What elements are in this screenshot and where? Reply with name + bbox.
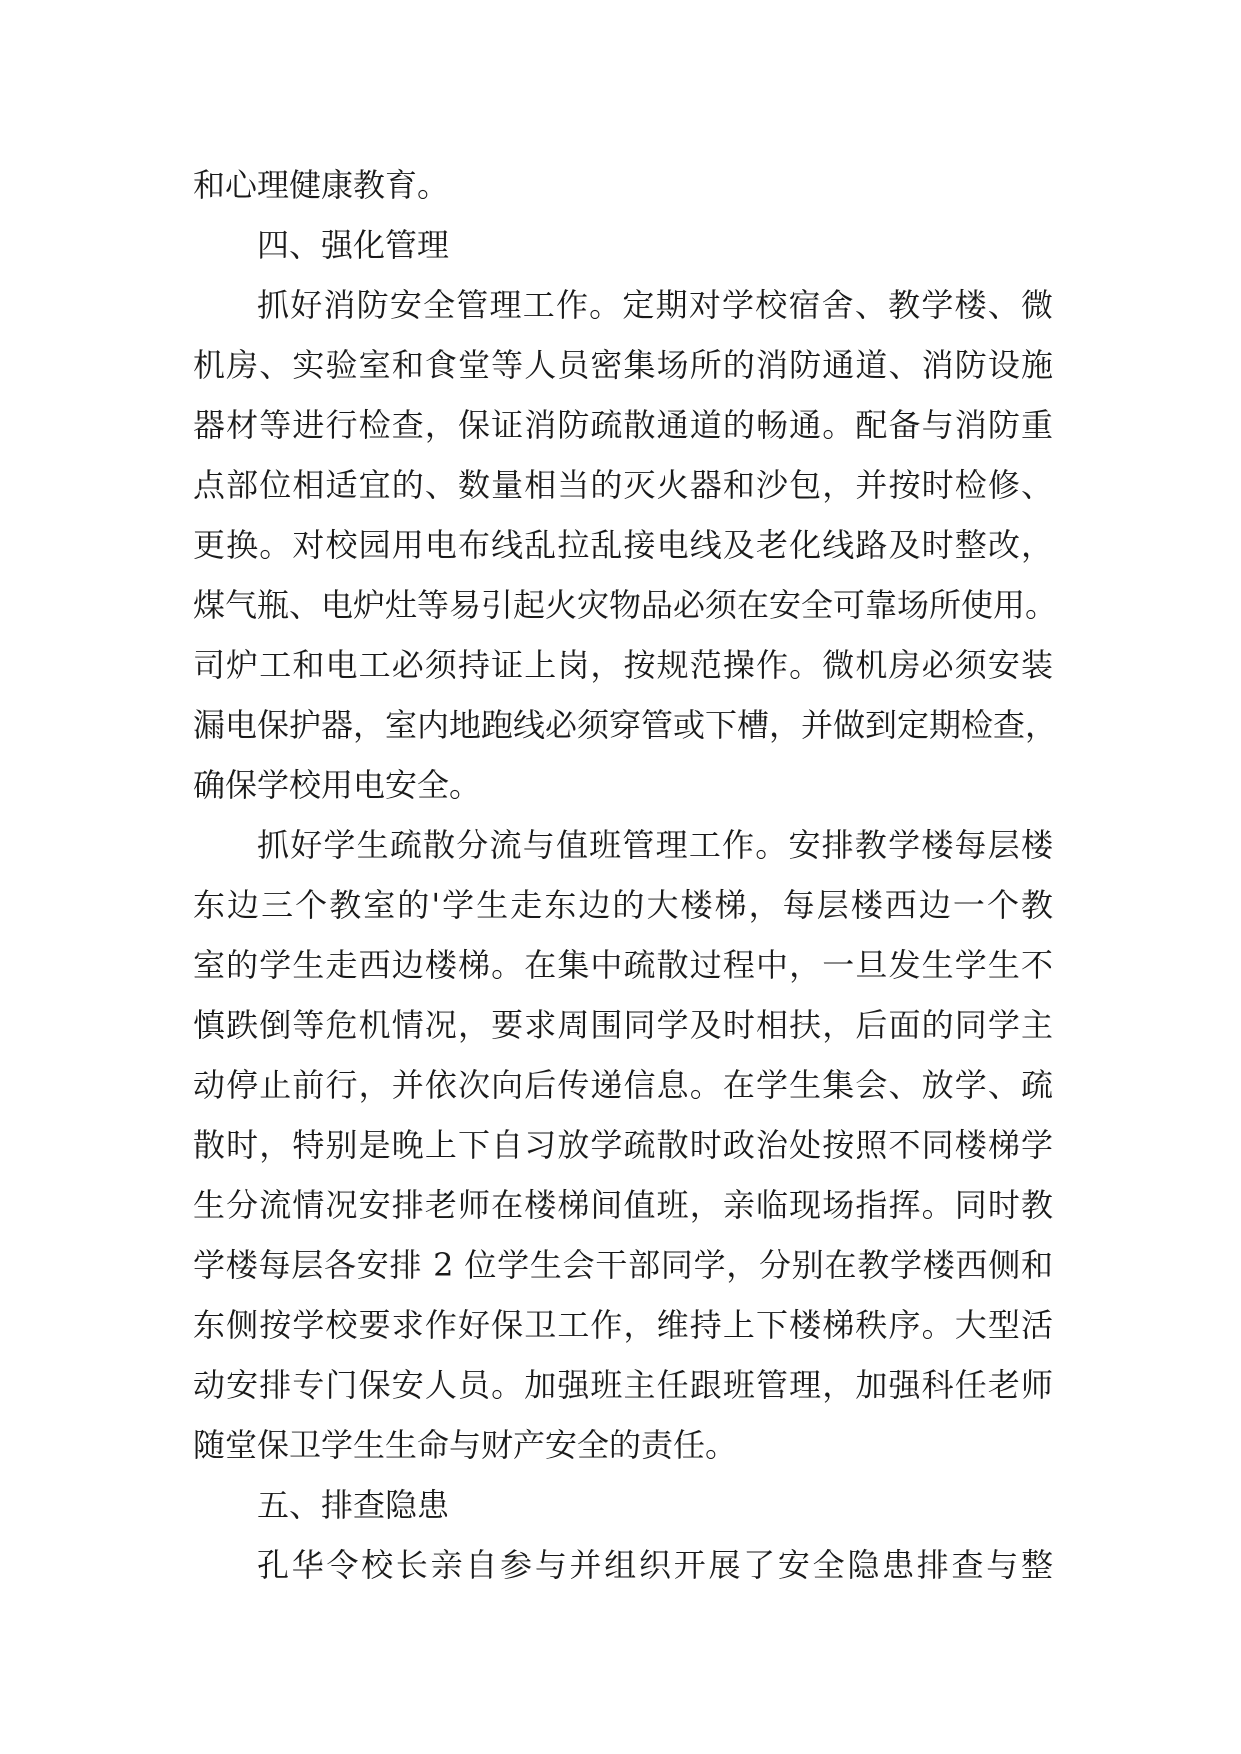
text-line: 机房、实验室和食堂等人员密集场所的消防通道、消防设施 [193, 346, 1053, 384]
text-line: 东侧按学校要求作好保卫工作，维持上下楼梯秩序。大型活 [193, 1306, 1053, 1344]
text-line: 随堂保卫学生生命与财产安全的责任。 [193, 1426, 738, 1464]
text-line: 室的学生走西边楼梯。在集中疏散过程中，一旦发生学生不 [193, 946, 1053, 984]
text-line: 动停止前行，并依次向后传递信息。在学生集会、放学、疏 [193, 1066, 1053, 1104]
text-line: 生分流情况安排老师在楼梯间值班，亲临现场指挥。同时教 [193, 1186, 1053, 1224]
text-line: 和心理健康教育。 [193, 166, 450, 204]
text-line: 孔华令校长亲自参与并组织开展了安全隐患排查与整 [257, 1546, 1053, 1584]
text-line: 器材等进行检查，保证消防疏散通道的畅通。配备与消防重 [193, 406, 1053, 444]
text-line: 更换。对校园用电布线乱拉乱接电线及老化线路及时整改， [193, 526, 1053, 564]
text-line: 抓好消防安全管理工作。定期对学校宿舍、教学楼、微 [257, 286, 1053, 324]
text-line: 动安排专门保安人员。加强班主任跟班管理，加强科任老师 [193, 1366, 1053, 1404]
text-line: 司炉工和电工必须持证上岗，按规范操作。微机房必须安装 [193, 646, 1053, 684]
text-line: 东边三个教室的'学生走东边的大楼梯，每层楼西边一个教 [193, 886, 1053, 924]
text-line: 散时，特别是晚上下自习放学疏散时政治处按照不同楼梯学 [193, 1126, 1053, 1164]
text-line: 慎跌倒等危机情况，要求周围同学及时相扶，后面的同学主 [193, 1006, 1053, 1044]
section-heading: 五、排查隐患 [257, 1486, 450, 1524]
text-line: 学楼每层各安排 2 位学生会干部同学，分别在教学楼西侧和 [193, 1246, 1053, 1284]
text-line: 点部位相适宜的、数量相当的灭火器和沙包，并按时检修、 [193, 466, 1053, 504]
text-line: 漏电保护器，室内地跑线必须穿管或下槽，并做到定期检查， [193, 706, 1058, 744]
section-heading: 四、强化管理 [257, 226, 450, 264]
text-line: 煤气瓶、电炉灶等易引起火灾物品必须在安全可靠场所使用。 [193, 586, 1058, 624]
text-line: 抓好学生疏散分流与值班管理工作。安排教学楼每层楼 [257, 826, 1053, 864]
text-line: 确保学校用电安全。 [193, 766, 482, 804]
